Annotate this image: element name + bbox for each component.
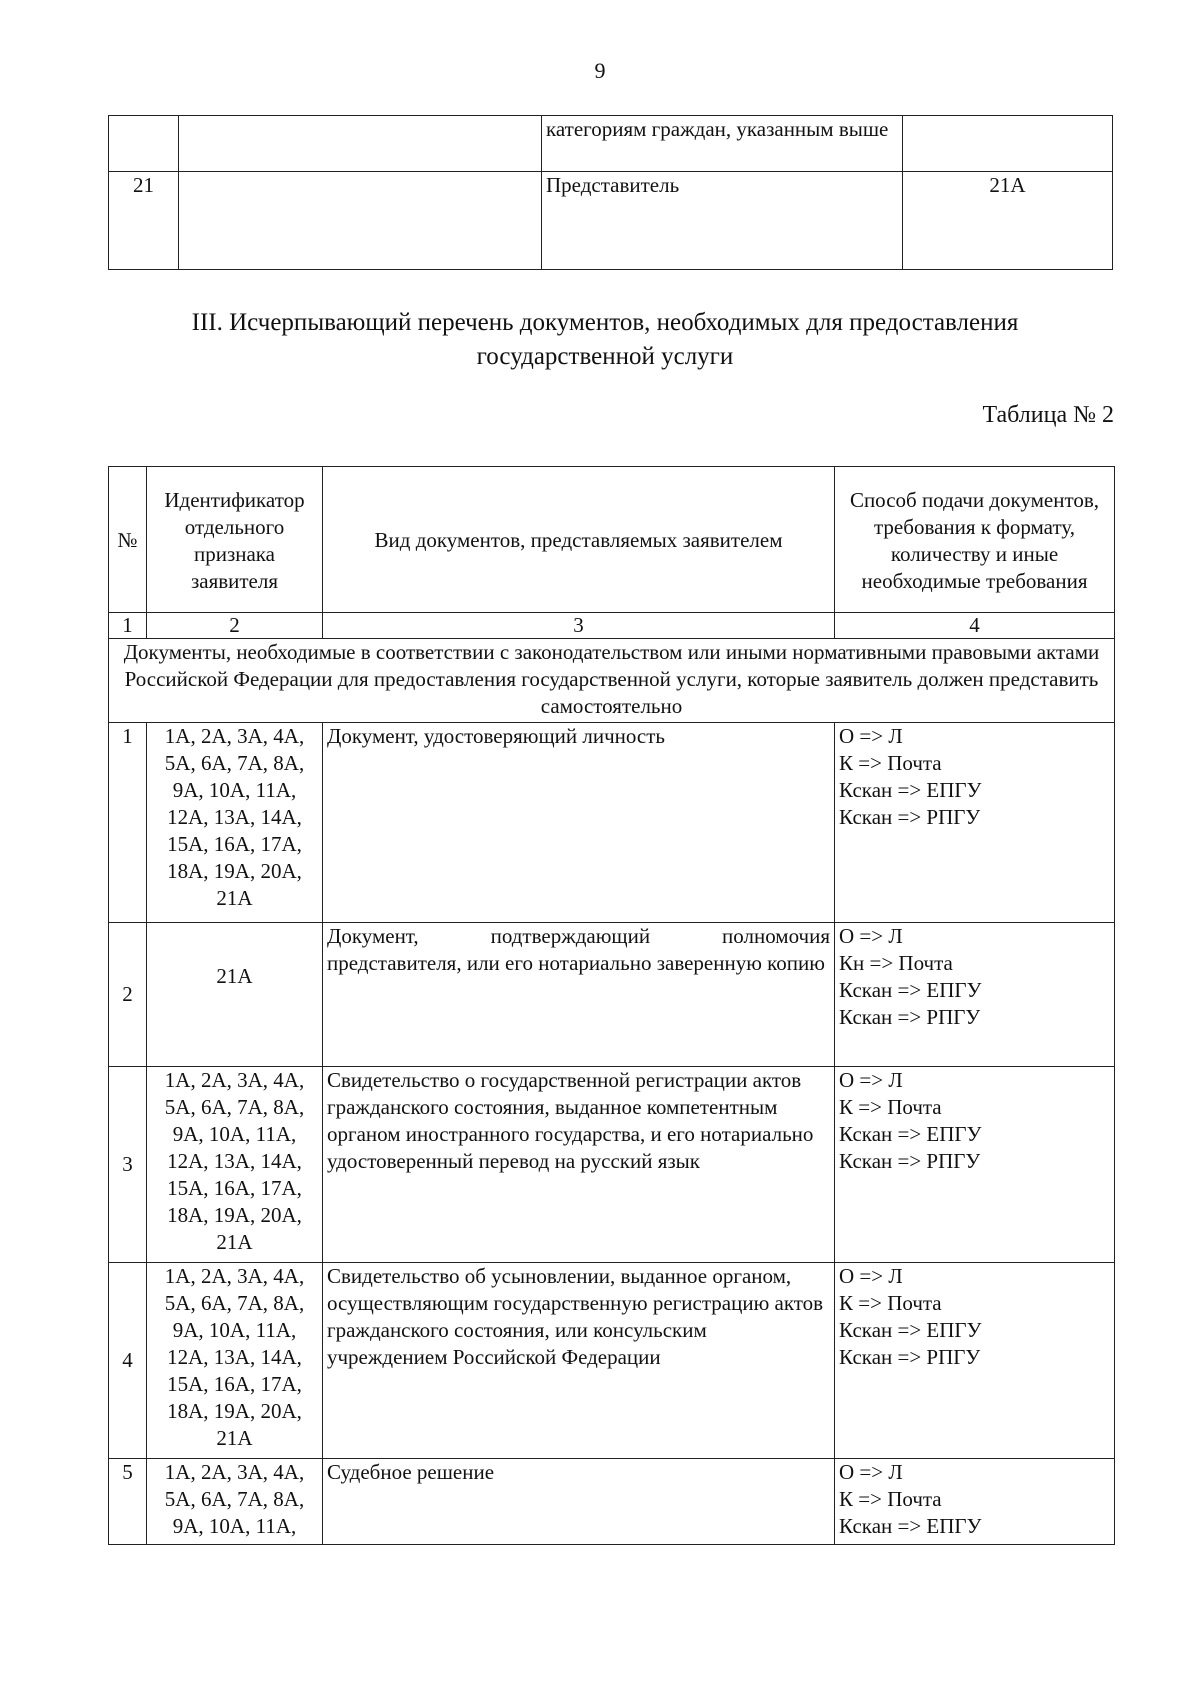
row-category: Представитель (542, 172, 903, 270)
row-identifiers: 1А, 2А, 3А, 4А, 5А, 6А, 7А, 8А, 9А, 10А, 11А, 12А, 13А, 14А, 15А, 16А, 17А, 18А, 19А, 20А, 21А (147, 723, 323, 923)
row-number: 21 (109, 172, 179, 270)
row-number: 4 (109, 1263, 147, 1459)
row-number: 3 (109, 1067, 147, 1263)
group-heading-row (109, 639, 1115, 723)
table-row (109, 923, 1115, 1067)
row-method: О => Л Кн => Почта Кскан => ЕПГУ Кскан => РПГУ (835, 923, 1115, 1067)
table-label: Таблица № 2 (982, 402, 1114, 428)
section-title-line2: государственной услуги (476, 343, 734, 370)
row-number: 1 (109, 723, 147, 923)
row-identifier (179, 172, 542, 270)
continuation-table (108, 115, 1113, 270)
table-row (109, 116, 1113, 172)
table-row (109, 172, 1113, 270)
table-row (109, 1067, 1115, 1263)
section-title-line1: III. Исчерпывающий перечень документов, необходимых для предоставления (191, 309, 1019, 336)
row-method: О => Л К => Почта Кскан => ЕПГУ Кскан => РПГУ (835, 1067, 1115, 1263)
row-identifiers: 1А, 2А, 3А, 4А, 5А, 6А, 7А, 8А, 9А, 10А, 11А, 12А, 13А, 14А, 15А, 16А, 17А, 18А, 19А, 20А, 21А (147, 1067, 323, 1263)
row-identifier (179, 116, 542, 172)
group-heading: Документы, необходимые в соответствии с законодательством или иными нормативными правовыми актами Российской Федерации для предоставления государственной услуги, которые заявитель должен представить самостоятельно (109, 639, 1115, 723)
header-identifier: Идентификатор отдельного признака заявителя (147, 467, 323, 613)
row-method: О => Л К => Почта Кскан => ЕПГУ Кскан => РПГУ (835, 723, 1115, 923)
column-numbers-row (109, 613, 1115, 639)
section-title (100, 306, 1110, 374)
documents-table (108, 466, 1115, 1545)
row-identifiers: 1А, 2А, 3А, 4А, 5А, 6А, 7А, 8А, 9А, 10А, 11А, (147, 1459, 323, 1545)
row-code: 21А (903, 172, 1113, 270)
table-row (109, 1459, 1115, 1545)
row-method: О => Л К => Почта Кскан => ЕПГУ Кскан => РПГУ (835, 1263, 1115, 1459)
row-number: 5 (109, 1459, 147, 1545)
row-document: Свидетельство о государственной регистрации актов гражданского состояния, выданное компетентным органом иностранного государства, и его нотариально удостоверенный перевод на русский язык (323, 1067, 835, 1263)
row-code (903, 116, 1113, 172)
row-document: Судебное решение (323, 1459, 835, 1545)
row-document: Документ, подтверждающий полномочия представителя, или его нотариально заверенную копию (323, 923, 835, 1067)
table-row (109, 723, 1115, 923)
col-number: 4 (835, 613, 1115, 639)
header-method: Способ подачи документов, требования к формату, количеству и иные необходимые требования (835, 467, 1115, 613)
header-num: № (109, 467, 147, 613)
row-number (109, 116, 179, 172)
table-row (109, 1263, 1115, 1459)
row-method: О => Л К => Почта Кскан => ЕПГУ (835, 1459, 1115, 1545)
col-number: 2 (147, 613, 323, 639)
header-documents: Вид документов, представляемых заявителем (323, 467, 835, 613)
row-identifiers: 1А, 2А, 3А, 4А, 5А, 6А, 7А, 8А, 9А, 10А, 11А, 12А, 13А, 14А, 15А, 16А, 17А, 18А, 19А, 20А, 21А (147, 1263, 323, 1459)
row-document: Документ, удостоверяющий личность (323, 723, 835, 923)
header-row (109, 467, 1115, 613)
page-number: 9 (594, 58, 606, 83)
row-number: 2 (109, 923, 147, 1067)
row-document: Свидетельство об усыновлении, выданное органом, осуществляющим государственную регистрацию актов гражданского состояния, или консульским учреждением Российской Федерации (323, 1263, 835, 1459)
col-number: 3 (323, 613, 835, 639)
row-category: категориям граждан, указанным выше (542, 116, 903, 172)
col-number: 1 (109, 613, 147, 639)
row-identifiers: 21А (147, 923, 323, 1067)
